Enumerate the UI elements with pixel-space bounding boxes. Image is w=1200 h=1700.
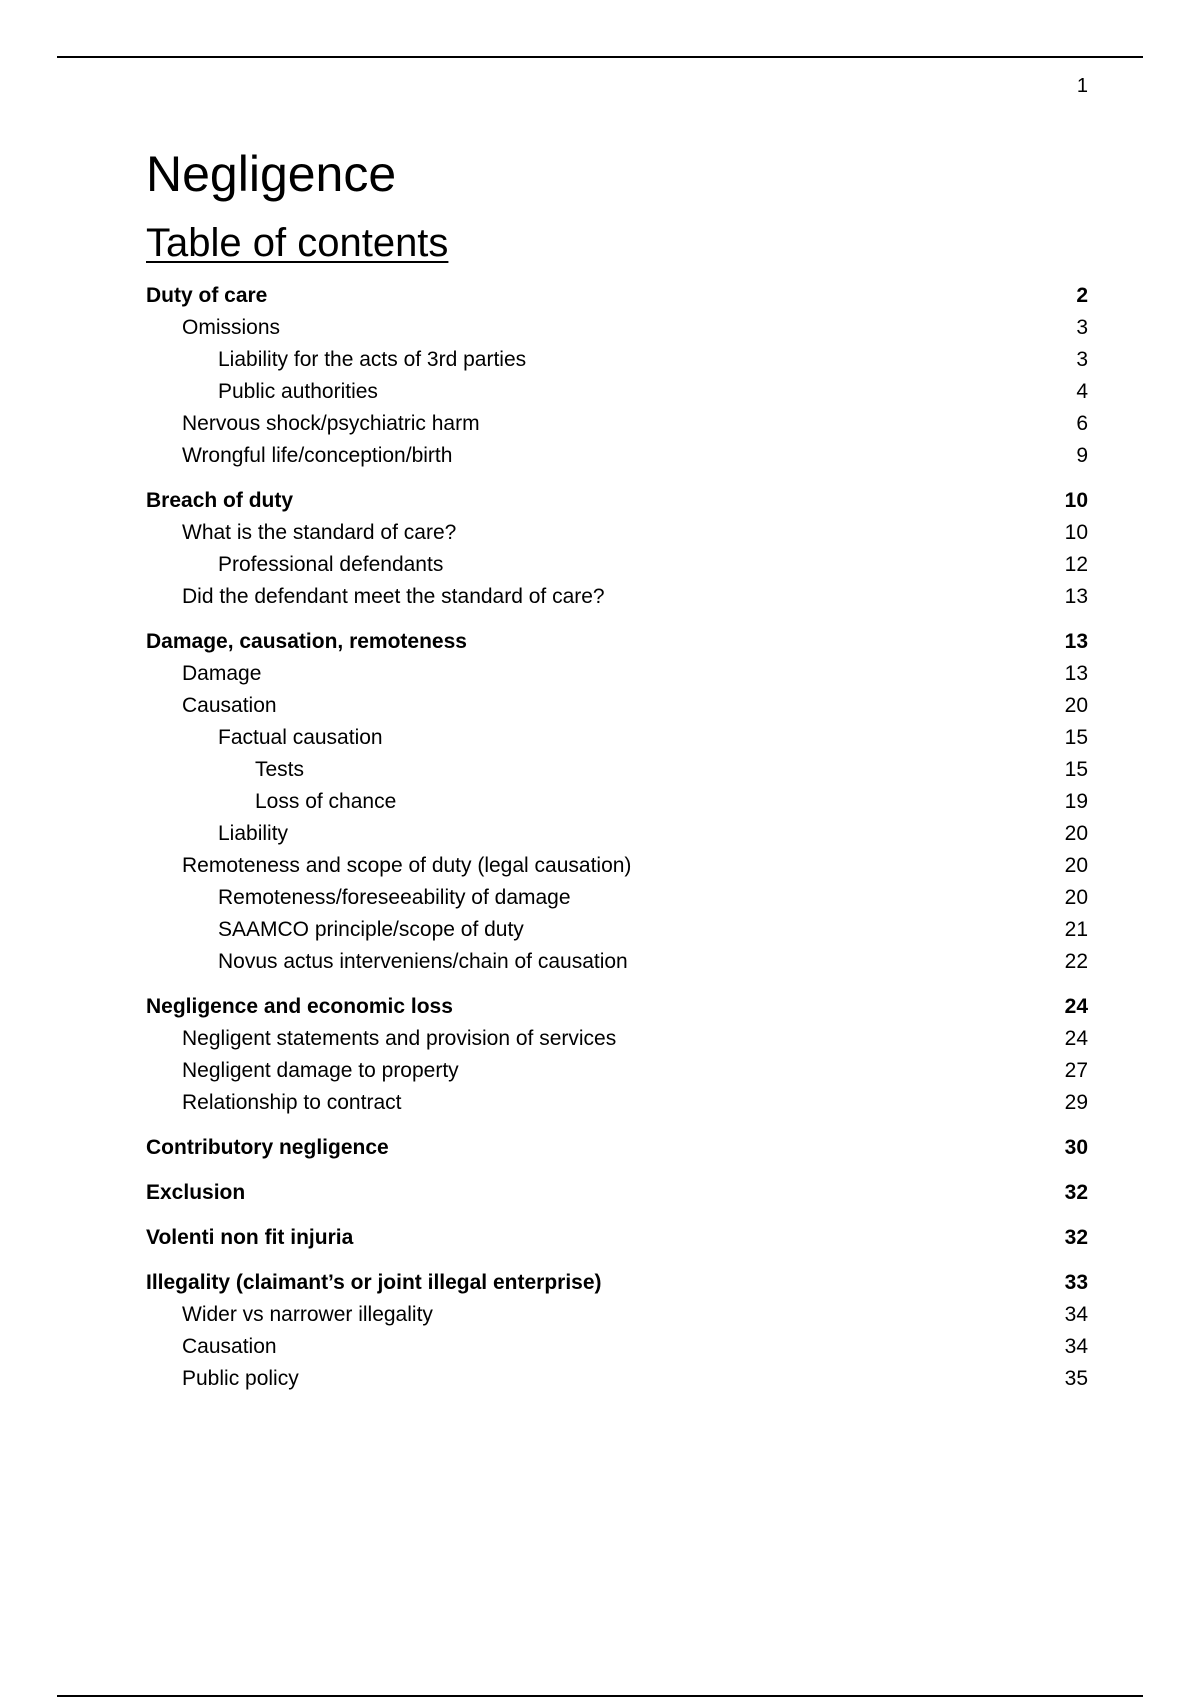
- toc-heading: Table of contents: [146, 221, 449, 265]
- toc-entry-label: SAAMCO principle/scope of duty: [218, 918, 524, 941]
- document-title: Negligence: [146, 146, 397, 202]
- toc-entry-page-number: 15: [1064, 726, 1088, 749]
- toc-entry-page-number: 33: [1064, 1271, 1088, 1294]
- toc-entry-label: Omissions: [182, 316, 281, 339]
- toc-subsection-entry[interactable]: [146, 754, 1088, 786]
- toc-entry-label: Negligent damage to property: [182, 1059, 459, 1082]
- toc-subsection-entry[interactable]: [146, 690, 1088, 722]
- toc-subsection-entry[interactable]: [146, 1087, 1088, 1119]
- toc-entry-page-number: 15: [1064, 758, 1088, 781]
- toc-entry-page-number: 29: [1064, 1091, 1088, 1114]
- toc-entry-label: Breach of duty: [146, 489, 294, 512]
- toc-entry-label: Wider vs narrower illegality: [182, 1303, 433, 1326]
- toc-entry-label: Causation: [182, 694, 277, 717]
- toc-entry-page-number: 34: [1064, 1335, 1088, 1358]
- toc-entry-label: Damage, causation, remoteness: [146, 630, 467, 653]
- toc-subsection-entry[interactable]: [146, 581, 1088, 613]
- toc-entry-label: Tests: [255, 758, 305, 781]
- toc-entry-page-number: 34: [1064, 1303, 1088, 1326]
- toc-entry-page-number: 9: [1076, 444, 1088, 467]
- toc-section-entry[interactable]: [146, 485, 1088, 517]
- toc-entry-label: Negligent statements and provision of services: [182, 1027, 617, 1050]
- toc-entry-label: Relationship to contract: [182, 1091, 402, 1114]
- toc-subsection-entry[interactable]: [146, 722, 1088, 754]
- toc-section-entry[interactable]: [146, 280, 1088, 312]
- toc-entry-page-number: 20: [1064, 886, 1088, 909]
- toc-entry-page-number: 20: [1064, 854, 1088, 877]
- toc-subsection-entry[interactable]: [146, 549, 1088, 581]
- toc-section-entry[interactable]: [146, 1222, 1088, 1254]
- toc-entry-page-number: 3: [1076, 348, 1088, 371]
- toc-entry-page-number: 13: [1064, 585, 1088, 608]
- toc-section-entry[interactable]: [146, 1267, 1088, 1299]
- toc-entry-label: Duty of care: [146, 284, 268, 307]
- toc-entry-label: Factual causation: [218, 726, 383, 749]
- toc-entry-page-number: 32: [1064, 1226, 1088, 1249]
- toc-entry-label: Exclusion: [146, 1181, 246, 1204]
- toc-entry-page-number: 20: [1064, 694, 1088, 717]
- toc-entry-label: Nervous shock/psychiatric harm: [182, 412, 480, 435]
- toc-section-entry[interactable]: [146, 1132, 1088, 1164]
- header-rule: [57, 56, 1143, 58]
- toc-entry-page-number: 20: [1064, 822, 1088, 845]
- toc-entry-label: Public authorities: [218, 380, 378, 403]
- toc-entry-label: Did the defendant meet the standard of care?: [182, 585, 605, 608]
- toc-subsection-entry[interactable]: [146, 786, 1088, 818]
- toc-subsection-entry[interactable]: [146, 914, 1088, 946]
- toc-subsection-entry[interactable]: [146, 440, 1088, 472]
- toc-entry-label: Volenti non fit injuria: [146, 1226, 354, 1249]
- toc-entry-label: Negligence and economic loss: [146, 995, 453, 1018]
- toc-entry-label: Contributory negligence: [146, 1136, 389, 1159]
- toc-entry-label: Loss of chance: [255, 790, 397, 813]
- toc-subsection-entry[interactable]: [146, 1331, 1088, 1363]
- toc-subsection-entry[interactable]: [146, 408, 1088, 440]
- table-of-contents: [146, 280, 1088, 1395]
- toc-subsection-entry[interactable]: [146, 344, 1088, 376]
- toc-entry-label: Remoteness and scope of duty (legal causation): [182, 854, 632, 877]
- toc-entry-page-number: 21: [1064, 918, 1088, 941]
- toc-entry-page-number: 3: [1076, 316, 1088, 339]
- toc-entry-label: Illegality (claimant’s or joint illegal enterprise): [146, 1271, 602, 1294]
- toc-entry-page-number: 32: [1064, 1181, 1088, 1204]
- toc-entry-label: Liability for the acts of 3rd parties: [218, 348, 527, 371]
- toc-subsection-entry[interactable]: [146, 312, 1088, 344]
- toc-entry-page-number: 10: [1064, 489, 1088, 512]
- toc-subsection-entry[interactable]: [146, 1363, 1088, 1395]
- toc-section-entry[interactable]: [146, 991, 1088, 1023]
- toc-entry-label: Damage: [182, 662, 262, 685]
- toc-entry-page-number: 6: [1076, 412, 1088, 435]
- toc-entry-page-number: 19: [1064, 790, 1088, 813]
- toc-subsection-entry[interactable]: [146, 850, 1088, 882]
- toc-section-entry[interactable]: [146, 1177, 1088, 1209]
- toc-entry-label: Liability: [218, 822, 289, 845]
- toc-entry-label: What is the standard of care?: [182, 521, 457, 544]
- toc-subsection-entry[interactable]: [146, 1055, 1088, 1087]
- page-number: 1: [1076, 75, 1088, 97]
- toc-entry-page-number: 22: [1064, 950, 1088, 973]
- toc-subsection-entry[interactable]: [146, 882, 1088, 914]
- toc-section-entry[interactable]: [146, 626, 1088, 658]
- toc-subsection-entry[interactable]: [146, 946, 1088, 978]
- toc-entry-label: Remoteness/foreseeability of damage: [218, 886, 571, 909]
- toc-entry-label: Novus actus interveniens/chain of causation: [218, 950, 628, 973]
- toc-entry-label: Causation: [182, 1335, 277, 1358]
- toc-subsection-entry[interactable]: [146, 1023, 1088, 1055]
- toc-entry-page-number: 4: [1076, 380, 1088, 403]
- toc-entry-page-number: 24: [1064, 1027, 1088, 1050]
- toc-subsection-entry[interactable]: [146, 658, 1088, 690]
- toc-entry-page-number: 27: [1064, 1059, 1088, 1082]
- toc-entry-label: Public policy: [182, 1367, 299, 1390]
- toc-entry-page-number: 35: [1064, 1367, 1088, 1390]
- toc-subsection-entry[interactable]: [146, 376, 1088, 408]
- toc-entry-label: Professional defendants: [218, 553, 444, 576]
- toc-entry-page-number: 24: [1064, 995, 1088, 1018]
- toc-entry-page-number: 13: [1064, 630, 1088, 653]
- footer-rule: [57, 1695, 1143, 1697]
- toc-entry-page-number: 2: [1076, 284, 1088, 307]
- toc-entry-page-number: 12: [1064, 553, 1088, 576]
- toc-entry-page-number: 30: [1064, 1136, 1088, 1159]
- toc-subsection-entry[interactable]: [146, 1299, 1088, 1331]
- toc-subsection-entry[interactable]: [146, 818, 1088, 850]
- toc-subsection-entry[interactable]: [146, 517, 1088, 549]
- toc-entry-label: Wrongful life/conception/birth: [182, 444, 453, 467]
- toc-entry-page-number: 13: [1064, 662, 1088, 685]
- toc-entry-page-number: 10: [1064, 521, 1088, 544]
